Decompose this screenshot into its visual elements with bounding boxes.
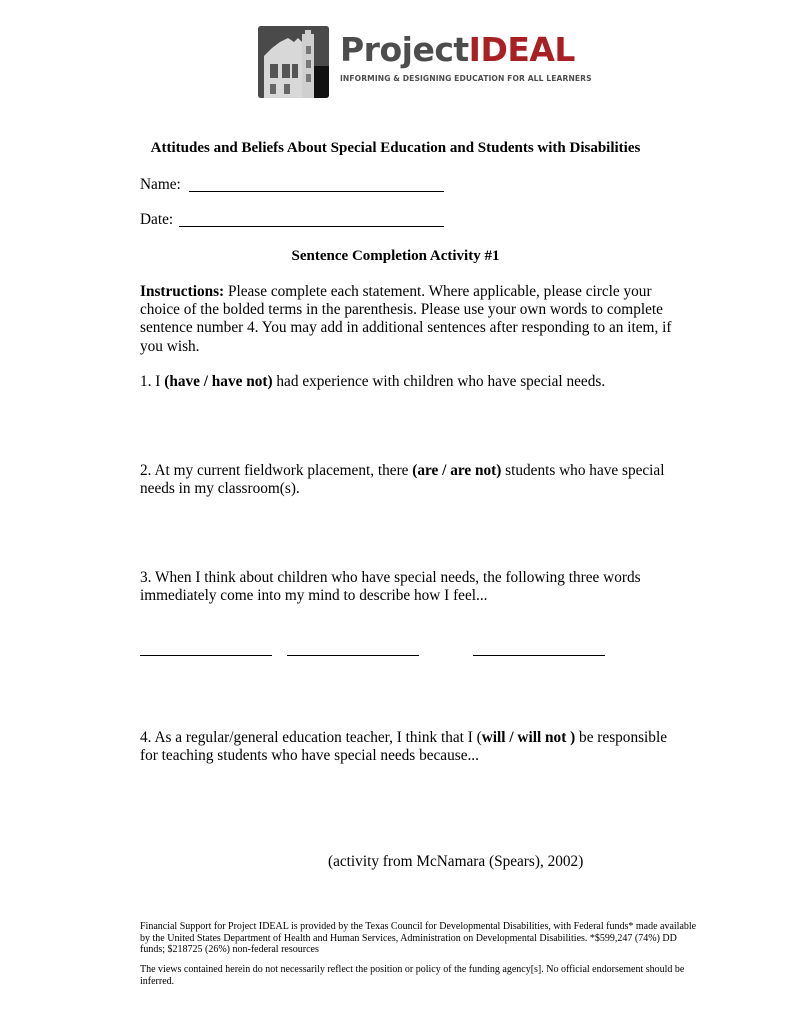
date-label: Date: [140, 211, 174, 228]
funding-note: Financial Support for Project IDEAL is provided by the Texas Council for Developmental Disabilities, with Federal funds* made available by the United States Department of Health and Human Services, Administration on Developmental Disabilities. *$599,247 (74%) DD funds; $218725 (26%) non-federal resources [140, 921, 697, 956]
citation: (activity from McNamara (Spears), 2002) [328, 853, 584, 870]
item-4 [140, 729, 685, 765]
item-2-text-start: 2. At my current fieldwork placement, there [140, 462, 413, 479]
item-1-text-end: had experience with children who have special needs. [272, 373, 606, 390]
item-1 [140, 373, 685, 391]
item-4-text-start: 4. As a regular/general education teacher, I think that I ( [140, 729, 482, 746]
item-1-choice: (have / have not) [164, 373, 273, 390]
logo-tagline: INFORMING & DESIGNING EDUCATION FOR ALL LEARNERS [340, 74, 592, 83]
instructions-text: Please complete each statement. Where applicable, please circle your choice of the bolded terms in the parenthesis. Please use your own words to complete sentence number 4. You may add in additional sentences after responding to an item, if you wish. [140, 283, 672, 355]
name-field[interactable] [189, 191, 444, 192]
item-2 [140, 462, 685, 498]
word-blank-3[interactable] [473, 655, 605, 656]
item-1-text-start: 1. I [140, 373, 165, 390]
item-2-text-end: students who have special needs in my classroom(s). [140, 462, 665, 498]
disclaimer-note: The views contained herein do not necessarily reflect the position or policy of the funding agency[s]. No official endorsement should be inferred. [140, 964, 685, 987]
name-label: Name: [140, 176, 181, 193]
document-title: Attitudes and Beliefs About Special Education and Students with Disabilities [150, 140, 641, 156]
logo-wordmark [340, 30, 575, 69]
date-field[interactable] [179, 226, 444, 227]
word-blank-2[interactable] [287, 655, 419, 656]
building-logo-icon [258, 26, 329, 98]
activity-heading: Sentence Completion Activity #1 [291, 248, 500, 264]
project-ideal-logo [258, 26, 592, 100]
item-4-text-end: be responsible for teaching students who have special needs because... [140, 729, 667, 765]
word-blank-1[interactable] [140, 655, 272, 656]
item-3-text: 3. When I think about children who have special needs, the following three words immediately come into my mind to describe how I feel... [140, 569, 641, 605]
instructions-paragraph [140, 283, 685, 356]
item-3 [140, 569, 685, 605]
item-2-choice: (are / are not) [412, 462, 502, 479]
logo-word-project: Project [340, 30, 469, 69]
instructions-label: Instructions: [140, 283, 225, 300]
item-4-choice: will / will not ) [481, 729, 576, 746]
logo-word-ideal: IDEAL [468, 30, 575, 69]
